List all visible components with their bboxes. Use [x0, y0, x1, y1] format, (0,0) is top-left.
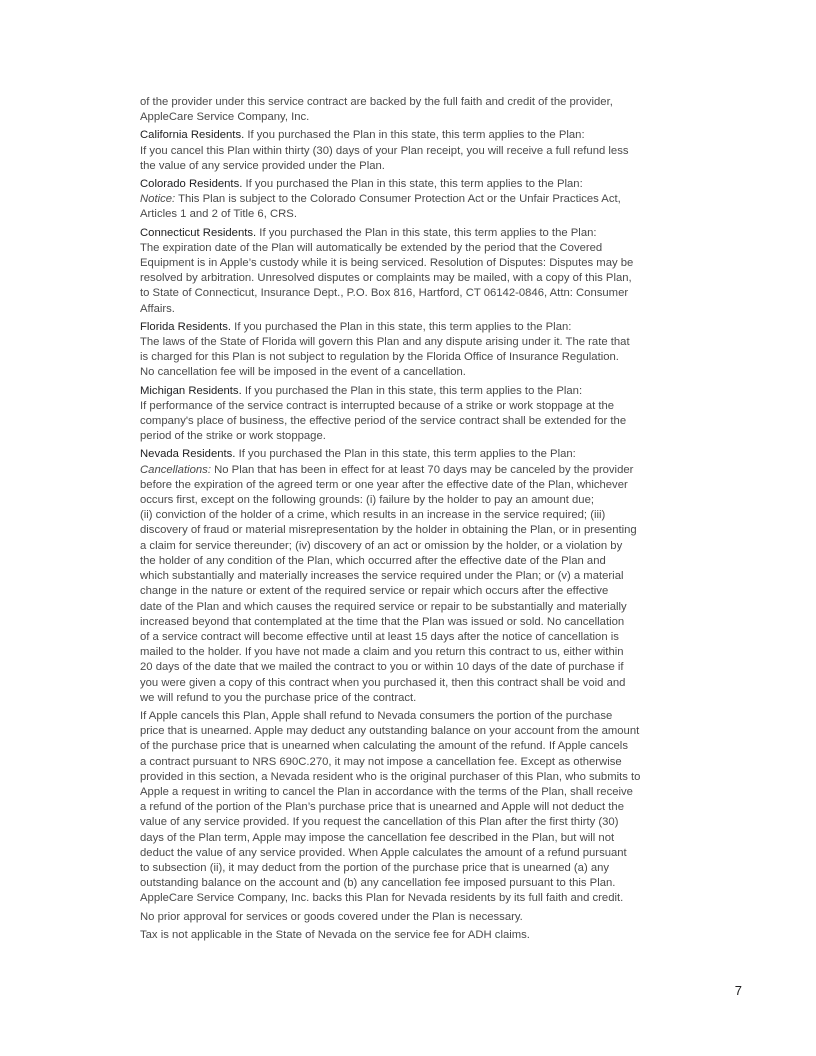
text-line: period of the strike or work stoppage.	[140, 430, 326, 443]
text-line: value of any service provided. If you request the cancellation of this Plan after the first thirty (30)	[140, 816, 619, 829]
text-line	[140, 128, 730, 143]
document-page	[140, 95, 730, 946]
text-line: a claim for service thereunder; (iv) discovery of an act or omission by the holder, or a violation by	[140, 539, 623, 552]
nevada-tax-paragraph	[140, 928, 730, 943]
text-line: company's place of business, the effective period of the service contract shall be extended for the	[140, 415, 627, 428]
california-heading: California Residents.	[140, 129, 245, 142]
nevada-heading: Nevada Residents.	[140, 448, 236, 461]
section-intro: If you purchased the Plan in this state, this term applies to the Plan:	[231, 320, 572, 333]
california-section	[140, 128, 730, 174]
text-line: provided in this section, a Nevada resident who is the original purchaser of this Plan, who submits to	[140, 770, 641, 783]
florida-section	[140, 320, 730, 381]
text-line: is charged for this Plan is not subject to regulation by the Florida Office of Insurance Regulation.	[140, 351, 619, 364]
text-line: If Apple cancels this Plan, Apple shall refund to Nevada consumers the portion of the purchase	[140, 709, 613, 722]
section-intro: If you purchased the Plan in this state, this term applies to the Plan:	[256, 226, 597, 239]
text-line: the holder of any condition of the Plan, which occurred after the effective date of the Plan and	[140, 554, 606, 567]
text-line	[140, 177, 730, 192]
text-line: days of the Plan term, Apple may impose the cancellation fee described in the Plan, but will not	[140, 831, 615, 844]
text-line: The laws of the State of Florida will govern this Plan and any dispute arising under it. The rate that	[140, 336, 630, 349]
text-line	[140, 226, 730, 241]
text-line: a contract pursuant to NRS 690C.270, it may not impose a cancellation fee. Except as otherwise	[140, 755, 622, 768]
section-intro: If you purchased the Plan in this state, this term applies to the Plan:	[241, 384, 583, 397]
text-line: Apple a request in writing to cancel the Plan in accordance with the terms of the Plan, shall receive	[140, 785, 633, 798]
text-line: discovery of fraud or material misrepresentation by the holder in obtaining the Plan, or in presenting	[140, 524, 637, 537]
section-intro: If you purchased the Plan in this state, this term applies to the Plan:	[242, 178, 583, 191]
michigan-heading: Michigan Residents.	[140, 384, 242, 397]
text-line: to State of Connecticut, Insurance Dept., P.O. Box 816, Hartford, CT 06142-0846, Attn: Consumer	[140, 287, 629, 300]
text-line: If you cancel this Plan within thirty (30) days of your Plan receipt, you will receive a full refund less	[140, 144, 629, 157]
intro-paragraph	[140, 95, 730, 125]
text-line: Tax is not applicable in the State of Nevada on the service fee for ADH claims.	[140, 928, 530, 941]
text-line: of the purchase price that is unearned when calculating the amount of the refund. If Apple cancels	[140, 740, 628, 753]
section-intro: If you purchased the Plan in this state, this term applies to the Plan:	[244, 129, 585, 142]
text-line: you were given a copy of this contract when you purchased it, then this contract shall be void and	[140, 676, 626, 689]
colorado-section	[140, 177, 730, 223]
text-line: If performance of the service contract is interrupted because of a strike or work stoppage at the	[140, 399, 615, 412]
text-line: the value of any service provided under the Plan.	[140, 159, 385, 172]
text-line: 20 days of the date that we mailed the contract to you or within 10 days of the date of purchase if	[140, 661, 624, 674]
connecticut-section	[140, 226, 730, 317]
text-line	[140, 463, 730, 478]
text-line: Equipment is in Apple’s custody while it is being serviced. Resolution of Disputes: Disputes may be	[140, 257, 634, 270]
page-number: 7	[734, 983, 742, 998]
text-line: increased beyond that contemplated at the time that the Plan was issued or sold. No cancellation	[140, 615, 625, 628]
text-line: price that is unearned. Apple may deduct any outstanding balance on your account from the amount	[140, 725, 640, 738]
text-line: to subsection (ii), it may deduct from the portion of the purchase price that is unearned (a) any	[140, 861, 610, 874]
text-line: of a service contract will become effective until at least 15 days after the notice of cancellation is	[140, 630, 619, 643]
text-line	[140, 384, 730, 399]
cancellations-text: No Plan that has been in effect for at least 70 days may be canceled by the provider	[210, 463, 634, 476]
text-line: which substantially and materially increases the service required under the Plan; or (v) a material	[140, 570, 624, 583]
nevada-approval-paragraph	[140, 910, 730, 925]
text-line: date of the Plan and which causes the required service or repair to be substantially and materially	[140, 600, 627, 613]
nevada-refund-paragraph	[140, 709, 730, 907]
text-line: (ii) conviction of the holder of a crime, which results in an increase in the service required; (iii)	[140, 509, 606, 522]
nevada-section	[140, 447, 730, 705]
text-line: resolved by arbitration. Unresolved disputes or complaints may be mailed, with a copy of this Plan,	[140, 272, 632, 285]
text-line	[140, 447, 730, 462]
michigan-section	[140, 384, 730, 445]
text-line: No cancellation fee will be imposed in the event of a cancellation.	[140, 366, 466, 379]
text-line: occurs first, except on the following grounds: (i) failure by the holder to pay an amount due;	[140, 494, 595, 507]
text-line: Affairs.	[140, 302, 175, 315]
text-line: Articles 1 and 2 of Title 6, CRS.	[140, 208, 297, 221]
text-line: change in the nature or extent of the required service or repair which occurs after the effective	[140, 585, 609, 598]
florida-heading: Florida Residents.	[140, 320, 232, 333]
text-line	[140, 320, 730, 335]
text-line: AppleCare Service Company, Inc. backs this Plan for Nevada residents by its full faith and credit.	[140, 892, 624, 905]
text-line: a refund of the portion of the Plan’s purchase price that is unearned and Apple will not deduct the	[140, 801, 625, 814]
text-line: mailed to the holder. If you have not made a claim and you return this contract to us, either within	[140, 646, 624, 659]
text-line: AppleCare Service Company, Inc.	[140, 111, 310, 124]
text-line: The expiration date of the Plan will automatically be extended by the period that the Covered	[140, 241, 603, 254]
text-line: outstanding balance on the account and (b) any cancellation fee imposed pursuant to this Plan.	[140, 877, 616, 890]
text-line: before the expiration of the agreed term or one year after the effective date of the Plan, whichever	[140, 478, 628, 491]
notice-text: This Plan is subject to the Colorado Consumer Protection Act or the Unfair Practices Act,	[175, 193, 621, 206]
connecticut-heading: Connecticut Residents.	[140, 226, 257, 239]
cancellations-label: Cancellations:	[140, 463, 211, 476]
section-intro: If you purchased the Plan in this state, this term applies to the Plan:	[235, 448, 576, 461]
notice-label: Notice:	[140, 193, 176, 206]
colorado-heading: Colorado Residents.	[140, 178, 243, 191]
text-line: deduct the value of any service provided. When Apple calculates the amount of a refund pursuant	[140, 846, 627, 859]
text-line: of the provider under this service contract are backed by the full faith and credit of the provider,	[140, 96, 613, 108]
text-line	[140, 192, 730, 207]
text-line: No prior approval for services or goods covered under the Plan is necessary.	[140, 910, 523, 923]
text-line: we will refund to you the purchase price of the contract.	[140, 691, 417, 704]
